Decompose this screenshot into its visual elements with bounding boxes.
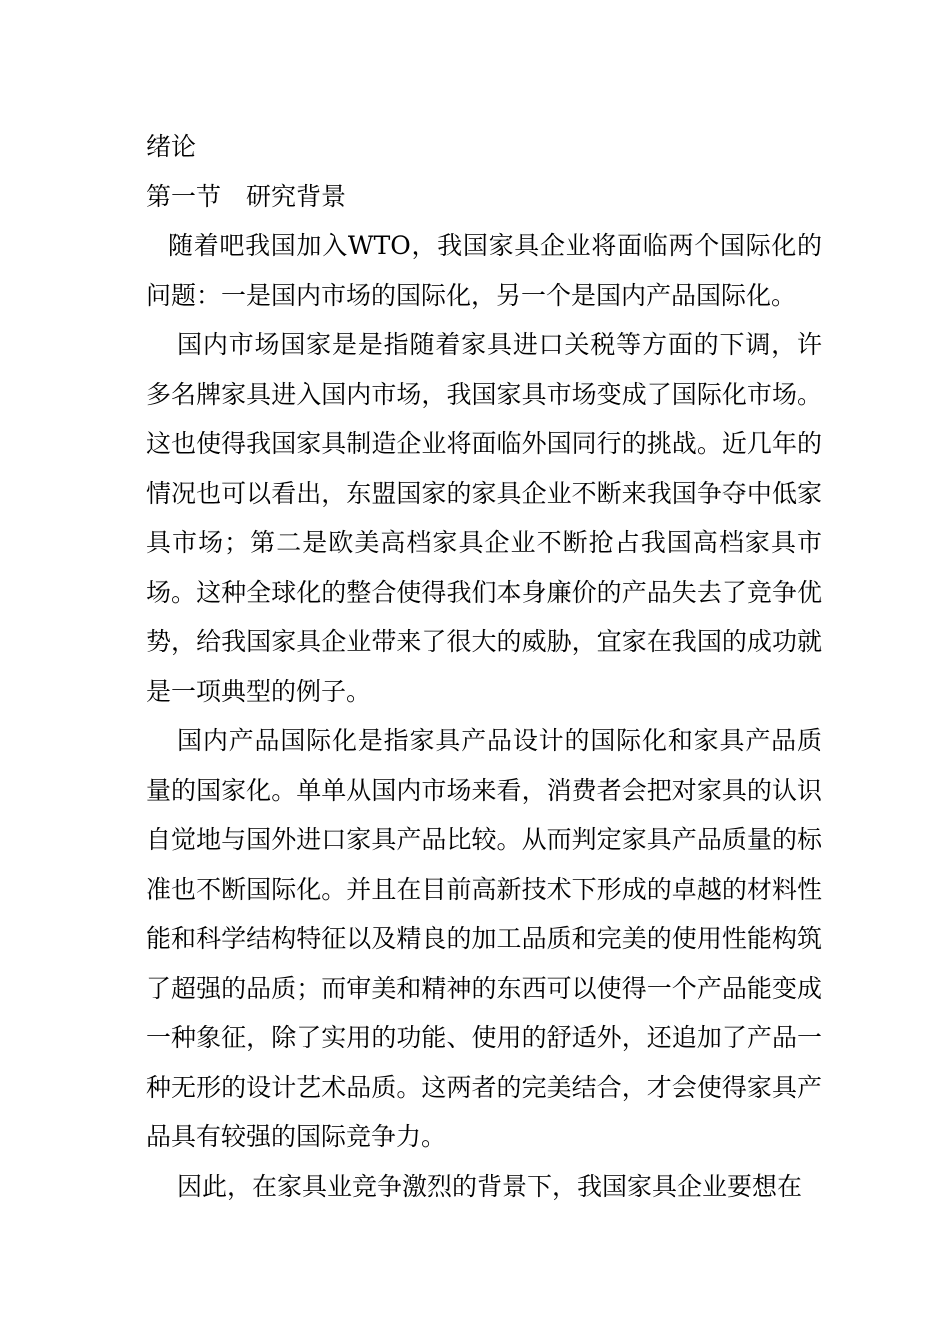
chapter-title: 绪论: [146, 132, 197, 161]
paragraph: 随着吧我国加入WTO，我国家具企业将面临两个国际化的问题：一是国内市场的国际化，另一个是国内产品国际化。: [146, 231, 822, 310]
document-body: [146, 122, 822, 1211]
paragraph: 国内产品国际化是指家具产品设计的国际化和家具产品质量的国家化。单单从国内市场来看，消费者会把对家具的认识自觉地与国外进口家具产品比较。从而判定家具产品质量的标准也不断国际化。并且在目前高新技术下形成的卓越的材料性能和科学结构特征以及精良的加工品质和完美的使用性能构筑了超强的品质；而审美和精神的东西可以使得一个产品能变成一种象征，除了实用的功能、使用的舒适外，还追加了产品一种无形的设计艺术品质。这两者的完美结合，才会使得家具产品具有较强的国际竞争力。: [146, 726, 822, 1151]
paragraph: 国内市场国家是是指随着家具进口关税等方面的下调，许多名牌家具进入国内市场，我国家具市场变成了国际化市场。这也使得我国家具制造企业将面临外国同行的挑战。近几年的情况也可以看出，东盟国家的家具企业不断来我国争夺中低家具市场；第二是欧美高档家具企业不断抢占我国高档家具市场。这种全球化的整合使得我们本身廉价的产品失去了竞争优势，给我国家具企业带来了很大的威胁，宜家在我国的成功就是一项典型的例子。: [146, 330, 822, 706]
paragraph: 因此，在家具业竞争激烈的背景下，我国家具企业要想在: [177, 1171, 803, 1201]
section-title: 第一节 研究背景: [146, 181, 347, 211]
